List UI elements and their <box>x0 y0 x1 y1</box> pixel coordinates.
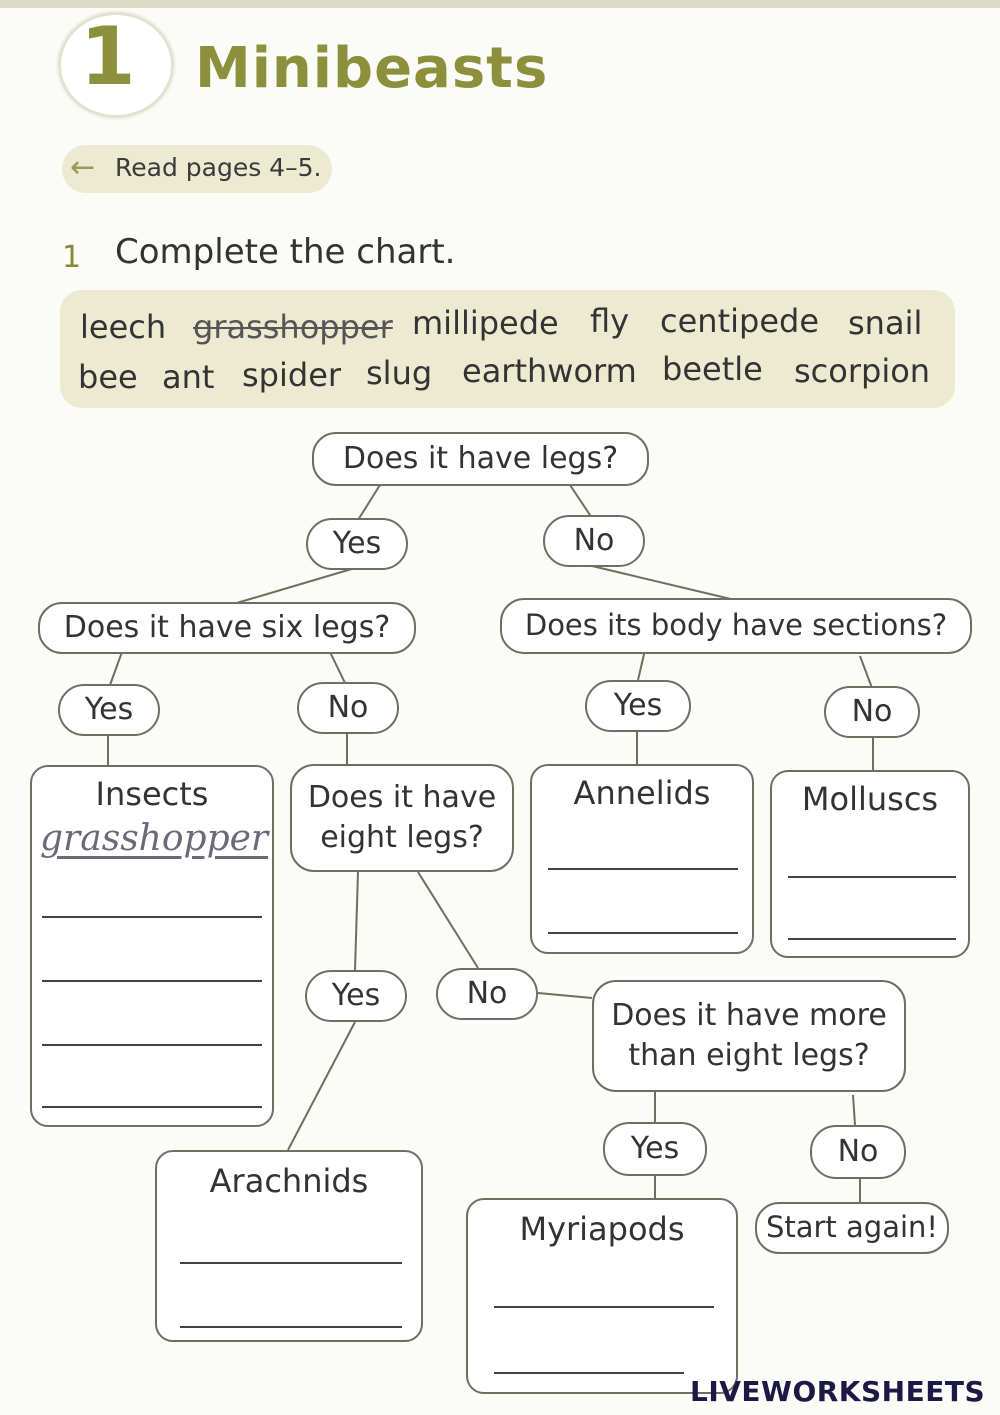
word-centipede: centipede <box>660 302 819 340</box>
answer-yes-six: Yes <box>58 684 160 736</box>
answer-yes-more: Yes <box>603 1122 707 1176</box>
molluscs-blank-1[interactable] <box>788 876 956 878</box>
answer-no-sections: No <box>824 686 920 738</box>
molluscs-box <box>770 770 970 958</box>
myriapods-blank-2[interactable] <box>494 1372 684 1374</box>
word-scorpion: scorpion <box>794 352 931 390</box>
word-millipede: millipede <box>412 304 559 342</box>
myriapods-box <box>466 1198 738 1394</box>
arrow-left-icon: ← <box>70 150 96 185</box>
insects-blank-2[interactable] <box>42 980 262 982</box>
question-has-legs: Does it have legs? <box>312 432 649 486</box>
word-fly: fly <box>590 302 630 340</box>
question-number: 1 <box>62 240 82 275</box>
molluscs-blank-2[interactable] <box>788 938 956 940</box>
word-ant: ant <box>162 358 215 396</box>
insects-blank-4[interactable] <box>42 1106 262 1108</box>
word-earthworm: earthworm <box>462 352 637 390</box>
liveworksheets-watermark: LIVEWORKSHEETS <box>690 1375 986 1408</box>
word-beetle: beetle <box>662 350 763 388</box>
question-body-sections: Does its body have sections? <box>500 598 972 654</box>
word-slug: slug <box>366 354 433 392</box>
unit-number: 1 <box>80 10 136 103</box>
question-eight-legs: Does it have eight legs? <box>290 764 514 872</box>
arachnids-box <box>155 1150 423 1342</box>
read-note: Read pages 4–5. <box>115 153 322 182</box>
word-leech: leech <box>80 308 167 346</box>
word-snail: snail <box>848 304 923 342</box>
word-grasshopper: grasshopper <box>193 308 393 346</box>
answer-no-six: No <box>297 682 399 734</box>
answer-yes-eight: Yes <box>305 970 407 1022</box>
word-bee: bee <box>78 358 138 396</box>
annelids-box <box>530 764 754 954</box>
question-six-legs: Does it have six legs? <box>38 602 416 654</box>
insects-blank-3[interactable] <box>42 1044 262 1046</box>
myriapods-title: Myriapods <box>519 1210 685 1248</box>
answer-no-eight: No <box>436 968 538 1020</box>
question-text: Complete the chart. <box>115 232 456 272</box>
molluscs-title: Molluscs <box>801 780 939 818</box>
unit-title: Minibeasts <box>195 36 549 101</box>
annelids-title: Annelids <box>573 774 711 812</box>
annelids-blank-1[interactable] <box>548 868 738 870</box>
arachnids-title: Arachnids <box>209 1162 369 1200</box>
insects-blank-1[interactable] <box>42 916 262 918</box>
annelids-blank-2[interactable] <box>548 932 738 934</box>
word-spider: spider <box>242 356 342 394</box>
arachnids-blank-1[interactable] <box>180 1262 402 1264</box>
arachnids-blank-2[interactable] <box>180 1326 402 1328</box>
answer-yes-legs: Yes <box>306 518 408 570</box>
answer-yes-sections: Yes <box>585 680 691 732</box>
answer-no-legs: No <box>543 515 645 567</box>
insects-title: Insects <box>95 775 209 813</box>
question-more-than-eight: Does it have more than eight legs? <box>592 980 906 1092</box>
myriapods-blank-1[interactable] <box>494 1306 714 1308</box>
insects-example-answer: grasshopper <box>40 818 269 859</box>
answer-no-more: No <box>810 1125 906 1179</box>
start-again-node: Start again! <box>755 1202 949 1254</box>
